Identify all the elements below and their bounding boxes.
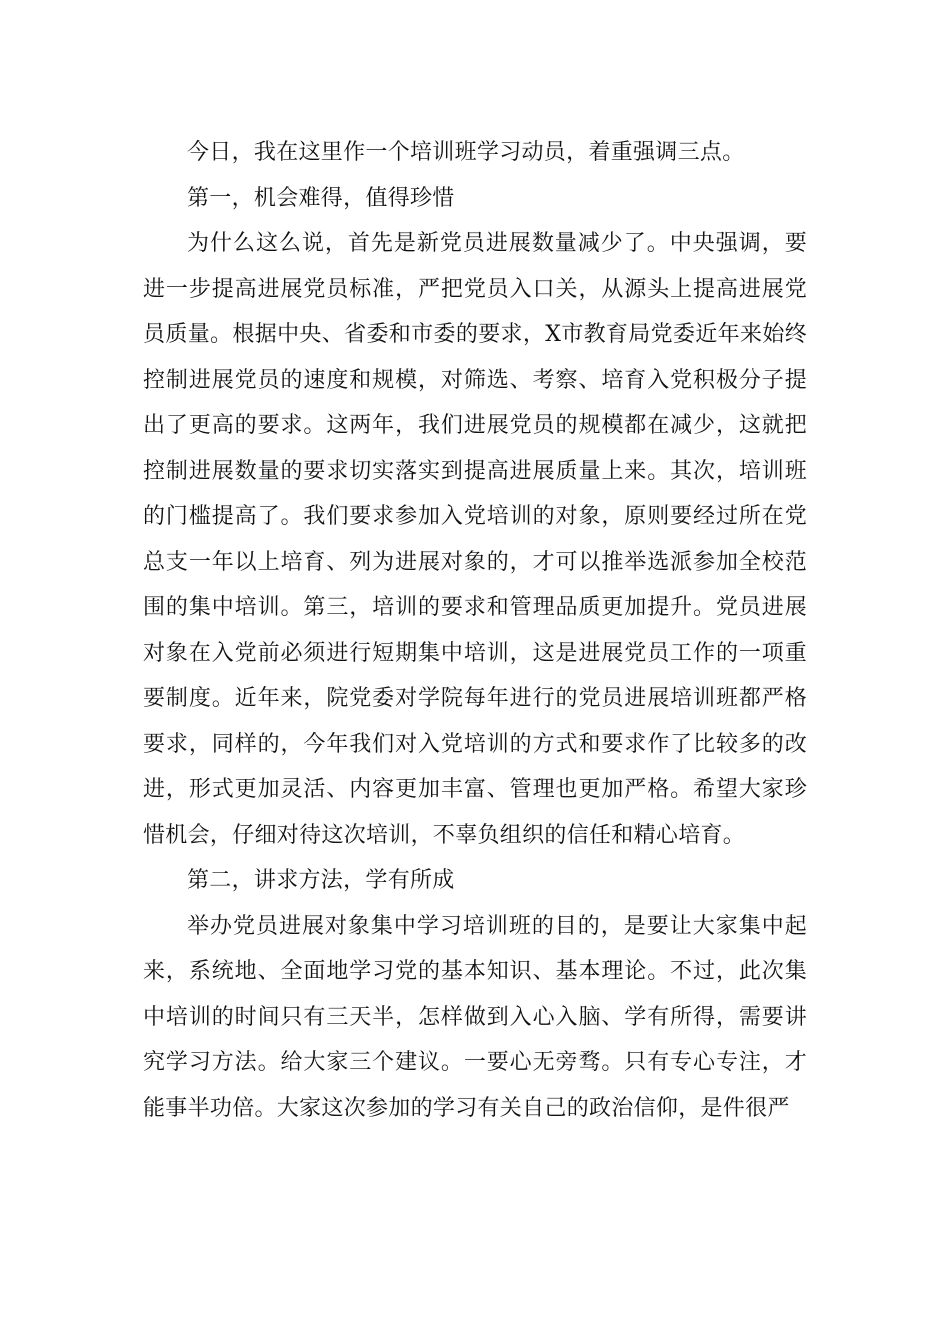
section-heading-second: 第二，讲求方法，学有所成 [187,868,455,893]
body-paragraph: 举办党员进展对象集中学习培训班的目的，是要让大家集中起来，系统地、全面地学习党的基本知识、基本理论。不过，此次集中培训的时间只有三天半，怎样做到入心入脑、学有所得，需要讲究学习方法。给大家三个建议。一要心无旁骛。只有专心专注，才能事半功倍。大家这次参加的学习有关自己的政治信仰，是件很严 [143,913,807,1121]
body-paragraph: 为什么这么说，首先是新党员进展数量减少了。中央强调，要进一步提高进展党员标准，严把党员入口关，从源头上提高进展党员质量。根据中央、省委和市委的要求，X市教育局党委近年来始终控制进展党员的速度和规模，对筛选、考察、培育入党积极分子提出了更高的要求。这两年，我们进展党员的规模都在减少，这就把控制进展数量的要求切实落实到提高进展质量上来。其次，培训班的门槛提高了。我们要求参加入党培训的对象，原则要经过所在党总支一年以上培育、列为进展对象的，才可以推举选派参加全校范围的集中培训。第三，培训的要求和管理品质更加提升。党员进展对象在入党前必须进行短期集中培训，这是进展党员工作的一项重要制度。近年来，院党委对学院每年进行的党员进展培训班都严格要求，同样的，今年我们对入党培训的方式和要求作了比较多的改进，形式更加灵活、内容更加丰富、管理也更加严格。希望大家珍惜机会，仔细对待这次培训，不辜负组织的信任和精心培育。 [143,231,807,848]
document-body [143,130,807,1131]
intro-paragraph: 今日，我在这里作一个培训班学习动员，着重强调三点。 [187,140,745,165]
section-heading-first: 第一，机会难得，值得珍惜 [187,185,455,211]
